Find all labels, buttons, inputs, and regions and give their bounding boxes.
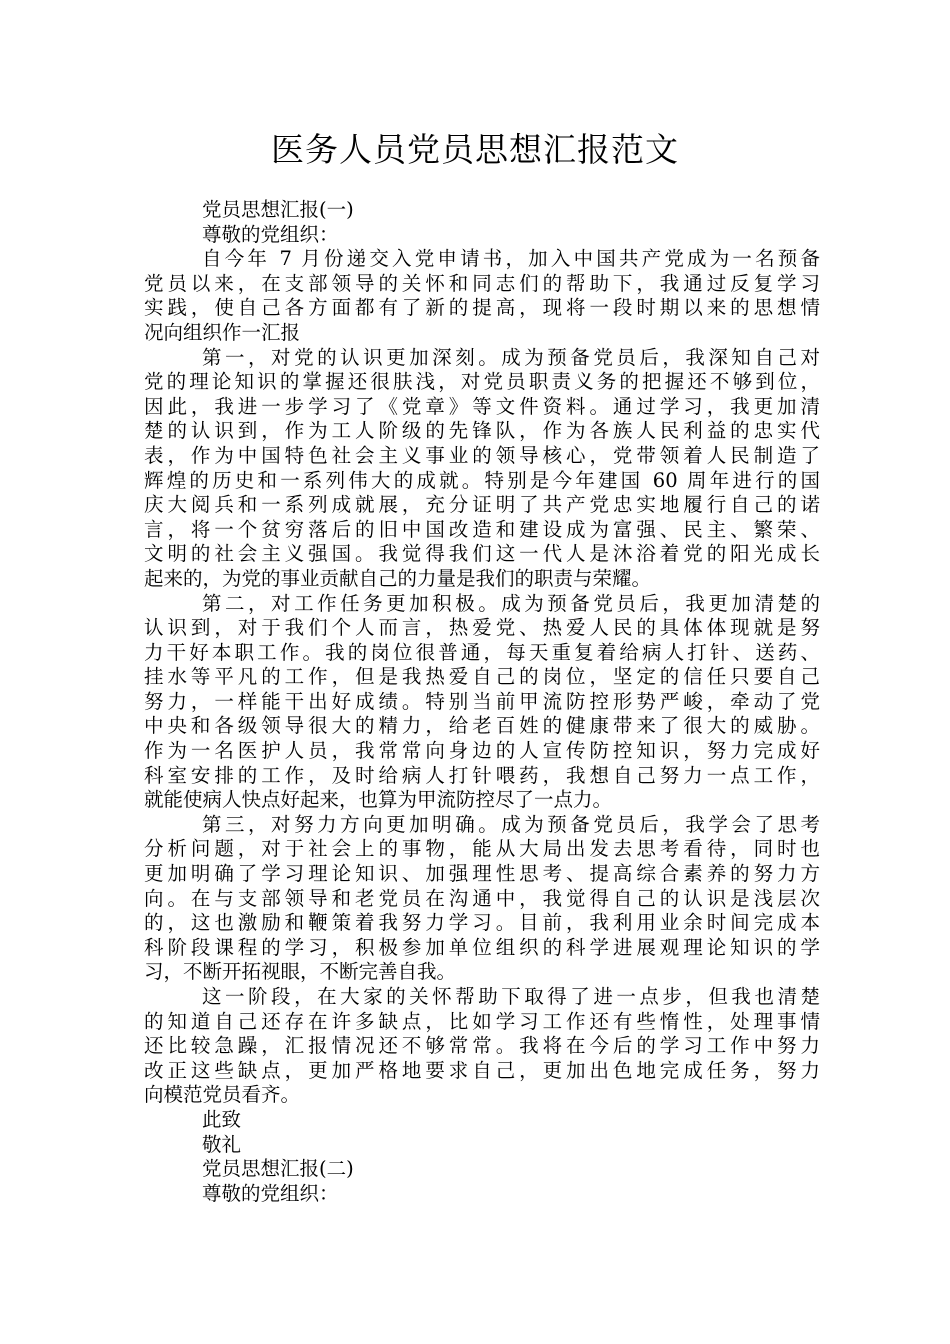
text-line: 挂水等平凡的工作，但是我热爱自己的岗位，坚定的信任只要自己: [144, 665, 820, 689]
text-line: 第二，对工作任务更加积极。成为预备党员后，我更加清楚的: [202, 591, 820, 615]
text-line: 科室安排的工作，及时给病人打针喂药，我想自己努力一点工作，: [144, 763, 820, 787]
text-line: 庆大阅兵和一系列成就展，充分证明了共产党忠实地履行自己的诺: [144, 493, 820, 517]
text-line: 自今年 7 月份递交入党申请书，加入中国共产党成为一名预备: [202, 247, 820, 271]
text-line: 向模范党员看齐。: [144, 1083, 301, 1107]
text-line: 习，不断开拓视眼，不断完善自我。: [144, 960, 457, 984]
text-line: 况向组织作一汇报: [144, 320, 301, 344]
text-line: 敬礼: [202, 1132, 242, 1156]
text-line: 向。在与支部领导和老党员在沟通中，我觉得自己的认识是浅层次: [144, 886, 820, 910]
text-line: 党员以来，在支部领导的关怀和同志们的帮助下，我通过反复学习: [144, 271, 820, 295]
text-line: 党的理论知识的掌握还很肤浅，对党员职责义务的把握还不够到位，: [144, 370, 820, 394]
text-line: 实践，使自己各方面都有了新的提高，现将一段时期以来的思想情: [144, 296, 820, 320]
text-line: 因此，我进一步学习了《党章》等文件资料。通过学习，我更加清: [144, 394, 820, 418]
text-line: 分析问题，对于社会上的事物，能从大局出发去思考看待，同时也: [144, 837, 820, 861]
text-line: 尊敬的党组织：: [202, 1181, 339, 1205]
text-line: 第三，对努力方向更加明确。成为预备党员后，我学会了思考: [202, 812, 820, 836]
text-line: 尊敬的党组织：: [202, 222, 339, 246]
text-line: 楚的认识到，作为工人阶级的先锋队，作为各族人民利益的忠实代: [144, 419, 820, 443]
text-line: 这一阶段，在大家的关怀帮助下取得了进一点步，但我也清楚: [202, 985, 820, 1008]
text-line: 的知道自己还存在许多缺点，比如学习工作还有些惰性，处理事情: [144, 1009, 820, 1033]
text-line: 辉煌的历史和一系列伟大的成就。特别是今年建国 60 周年进行的国: [144, 468, 820, 492]
text-line: 文明的社会主义强国。我觉得我们这一代人是沐浴着党的阳光成长: [144, 542, 820, 566]
text-line: 认识到，对于我们个人而言，热爱党、热爱人民的具体体现就是努: [144, 616, 820, 640]
text-line: 改正这些缺点，更加严格地要求自己，更加出色地完成任务，努力: [144, 1058, 820, 1082]
text-line: 言，将一个贫穷落后的旧中国改造和建设成为富强、民主、繁荣、: [144, 517, 820, 541]
text-line: 科阶段课程的学习，积极参加单位组织的科学进展观理论知识的学: [144, 935, 820, 959]
document-body: [144, 198, 820, 1206]
text-line: 努力，一样能干出好成绩。特别当前甲流防控形势严峻，牵动了党: [144, 689, 820, 713]
text-line: 党员思想汇报(二): [202, 1157, 354, 1181]
text-line: 表，作为中国特色社会主义事业的领导核心，党带领着人民制造了: [144, 443, 820, 467]
text-line: 作为一名医护人员，我常常向身边的人宣传防控知识，努力完成好: [144, 739, 820, 763]
text-line: 党员思想汇报(一): [202, 198, 354, 221]
text-line: 力干好本职工作。我的岗位很普通，每天重复着给病人打针、送药、: [144, 640, 820, 664]
text-line: 起来的，为党的事业贡献自己的力量是我们的职责与荣耀。: [144, 566, 652, 590]
text-line: 的，这也激励和鞭策着我努力学习。目前，我利用业余时间完成本: [144, 911, 820, 935]
document-title: 医务人员党员思想汇报范文: [271, 130, 679, 169]
text-line: 还比较急躁，汇报情况还不够常常。我将在今后的学习工作中努力: [144, 1034, 820, 1058]
text-line: 更加明确了学习理论知识、加强理性思考、提高综合素养的努力方: [144, 862, 820, 886]
text-line: 就能使病人快点好起来，也算为甲流防控尽了一点力。: [144, 788, 613, 812]
text-line: 第一，对党的认识更加深刻。成为预备党员后，我深知自己对: [202, 345, 820, 369]
text-line: 中央和各级领导很大的精力，给老百姓的健康带来了很大的威胁。: [144, 714, 820, 738]
text-line: 此致: [202, 1107, 242, 1131]
